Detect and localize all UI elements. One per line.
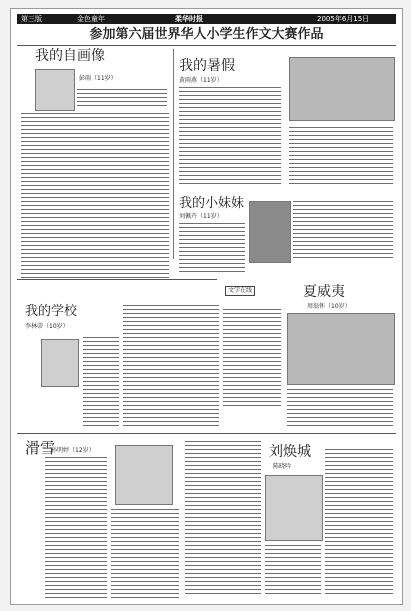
article-author: 黄雨燕（11岁） bbox=[179, 77, 223, 84]
article-body-text bbox=[179, 223, 245, 273]
newspaper-page bbox=[10, 8, 403, 605]
section-rule bbox=[17, 433, 396, 434]
article-body-text bbox=[293, 201, 393, 261]
issue-date: 2005年6月15日 bbox=[317, 15, 370, 23]
article-body-text bbox=[77, 89, 167, 109]
section-rule bbox=[17, 279, 217, 280]
article-body-text bbox=[83, 337, 119, 427]
article-body-text bbox=[45, 457, 107, 599]
article-title-summer: 我的暑假 bbox=[179, 58, 235, 74]
article-author: 孙明婷（12岁） bbox=[51, 447, 95, 454]
article-author: 彭雨（11岁） bbox=[79, 75, 117, 82]
article-author: 陈晓吟 bbox=[273, 463, 292, 470]
article-title-liu-huancheng: 刘焕城 bbox=[269, 444, 311, 460]
column-divider bbox=[173, 49, 174, 259]
article-title-sister: 我的小妹妹 bbox=[179, 196, 245, 211]
paper-name: 柔华时报 bbox=[175, 15, 203, 23]
photo-hawaii bbox=[287, 313, 395, 385]
article-body-text bbox=[325, 449, 393, 597]
masthead-bar bbox=[17, 14, 396, 24]
article-body-text bbox=[21, 113, 169, 278]
section-name: 金色童年 bbox=[77, 15, 105, 23]
column-badge: 文学在线 bbox=[225, 286, 255, 296]
article-body-text bbox=[289, 127, 393, 187]
article-title-school: 我的学校 bbox=[25, 304, 78, 319]
photo-skier bbox=[115, 445, 173, 505]
article-author: 周翁怀（10岁） bbox=[307, 303, 351, 310]
article-title-hawaii: 夏威夷 bbox=[303, 284, 345, 300]
article-author: 刘佩卉（11岁） bbox=[179, 213, 223, 220]
article-body-text bbox=[223, 309, 281, 409]
page-number: 第三版 bbox=[21, 15, 42, 23]
article-body-text bbox=[287, 389, 393, 429]
article-title-skiing: 滑雪 bbox=[25, 439, 56, 457]
author-photo bbox=[41, 339, 79, 387]
photo-girl-standing bbox=[249, 201, 291, 263]
photo-liu-huancheng bbox=[265, 475, 323, 541]
article-author: 李林蒂（10岁） bbox=[25, 323, 69, 330]
article-body-text bbox=[185, 441, 261, 597]
article-body-text bbox=[123, 305, 219, 429]
article-title-self-portrait: 我的自画像 bbox=[35, 48, 105, 64]
author-photo bbox=[35, 69, 75, 111]
article-body-text bbox=[265, 545, 321, 597]
article-body-text bbox=[111, 509, 179, 599]
photo-children bbox=[289, 57, 395, 121]
article-body-text bbox=[179, 87, 281, 187]
page-headline: 参加第六届世界华人小学生作文大赛作品 bbox=[89, 27, 324, 42]
headline-rule bbox=[17, 45, 396, 46]
